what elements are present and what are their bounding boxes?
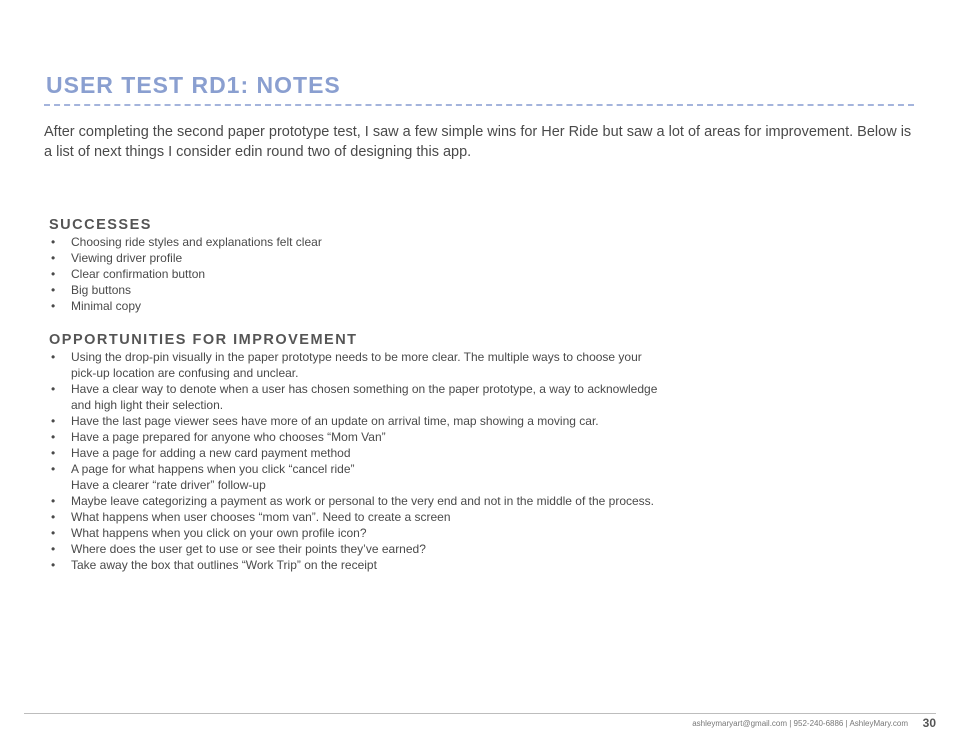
successes-list (49, 234, 669, 314)
page-number: 30 (922, 716, 936, 730)
bullet-icon: • (51, 526, 56, 540)
list-item: • Take away the box that outlines “Work Trip” on the receipt (51, 558, 377, 572)
list-item: • What happens when user chooses “mom van”. Need to create a screen (51, 510, 451, 524)
list-item: • Maybe leave categorizing a payment as work or personal to the very end and not in the middle of the process. (51, 494, 654, 508)
intro-paragraph: After completing the second paper prototype test, I saw a few simple wins for Her Ride but saw a lot of areas for improvement. Below is a list of next things I consider edin round two of designing this app. (44, 124, 912, 160)
list-item: • Have a clear way to denote when a user has chosen something on the paper prototype, a way to acknowledge and high light their selection. (51, 382, 658, 412)
list-item: • Have a page for adding a new card payment method (51, 446, 351, 460)
opportunities-heading: OPPORTUNITIES FOR IMPROVEMENT (49, 332, 358, 348)
bullet-icon: • (51, 350, 56, 364)
list-item-continuation: Have a clearer “rate driver” follow-up (71, 478, 266, 492)
bullet-icon: • (51, 251, 56, 265)
opportunities-list (49, 349, 669, 573)
successes-section (49, 217, 669, 314)
list-item: • Clear confirmation button (51, 267, 206, 281)
bullet-icon: • (51, 430, 56, 444)
bullet-icon: • (51, 414, 56, 428)
list-item: • Big buttons (51, 283, 132, 297)
successes-heading: SUCCESSES (49, 217, 152, 233)
list-item: • A page for what happens when you click “cancel ride” (51, 462, 355, 476)
bullet-icon: • (51, 267, 56, 281)
page-title: USER TEST RD1: NOTES (46, 72, 341, 98)
list-item: • Choosing ride styles and explanations felt clear (51, 235, 322, 249)
bullet-icon: • (51, 235, 56, 249)
footer-contact: ashleymaryart@gmail.com | 952-240-6886 | AshleyMary.com (692, 719, 908, 728)
list-item: • What happens when you click on your own profile icon? (51, 526, 367, 540)
bullet-icon: • (51, 542, 56, 556)
list-item: • Have a page prepared for anyone who chooses “Mom Van” (51, 430, 386, 444)
list-item: • Have the last page viewer sees have more of an update on arrival time, map showing a moving car. (51, 414, 599, 428)
title-divider (44, 104, 914, 106)
opportunities-section (49, 332, 669, 573)
bullet-icon: • (51, 446, 56, 460)
bullet-icon: • (51, 510, 56, 524)
footer-divider (24, 713, 936, 714)
list-item: • Using the drop-pin visually in the paper prototype needs to be more clear. The multiple ways to choose your pick-up location are confusing and unclear. (51, 350, 642, 380)
list-item: • Where does the user get to use or see their points they’ve earned? (51, 542, 426, 556)
list-item: • Minimal copy (51, 299, 142, 313)
bullet-icon: • (51, 299, 56, 313)
bullet-icon: • (51, 382, 56, 396)
bullet-icon: • (51, 494, 56, 508)
bullet-icon: • (51, 558, 56, 572)
bullet-icon: • (51, 462, 56, 476)
bullet-icon: • (51, 283, 56, 297)
list-item: • Viewing driver profile (51, 251, 183, 265)
